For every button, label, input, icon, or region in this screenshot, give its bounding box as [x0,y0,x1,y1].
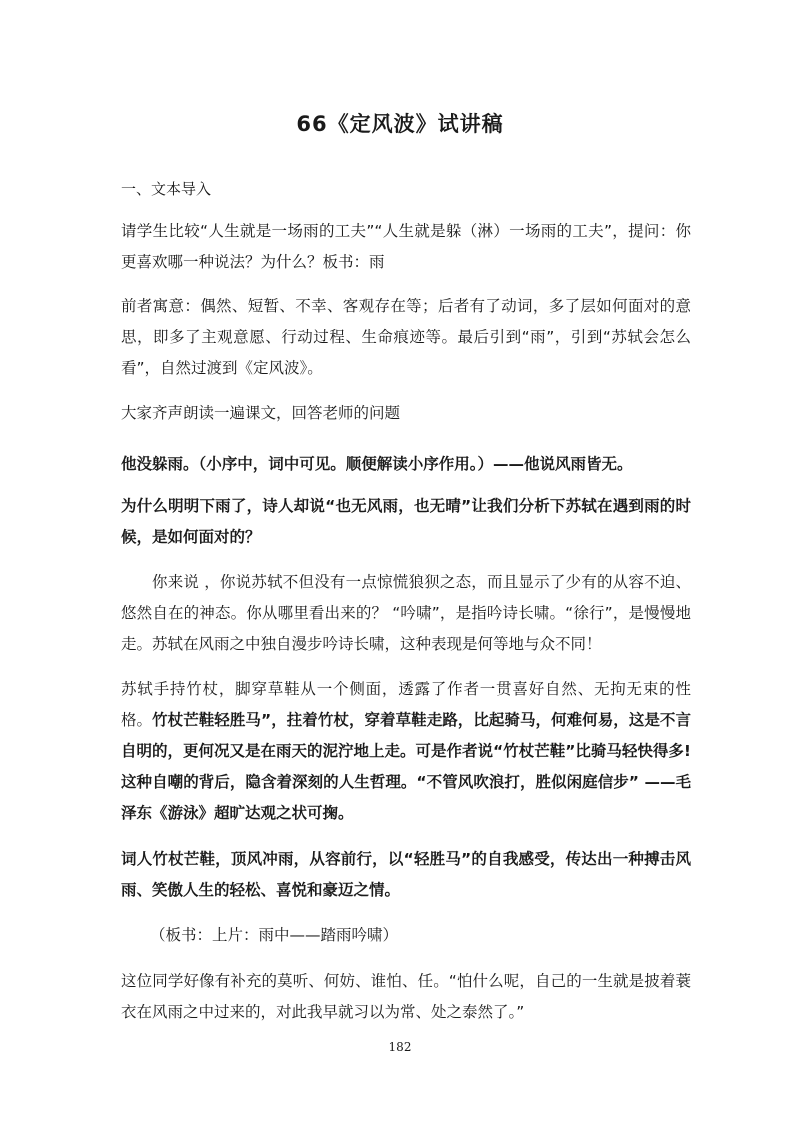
page-number: 182 [388,1040,412,1054]
paragraph-summary: 词人竹杖芒鞋，顶风冲雨，从容前行，以“轻胜马”的自我感受，传达出一种搏击风雨、笑傲人生的轻松、喜悦和豪迈之情。 [121,850,691,899]
paragraph-bamboo-staff [121,674,691,829]
board-note: （板书：上片：雨中——踏雨吟啸） [150,926,399,944]
paragraph-answer: 你来说 ，你说苏轼不但没有一点惊慌狼狈之态，而且显示了少有的从容不迫、悠然自在的神态。你从哪里看出来的？ “吟啸”，是指吟诗长啸。“徐行”，是慢慢地走。苏轼在风雨之中独自漫步吟诗长啸，这种表现是何等地与众不同！ [121,573,691,653]
paragraph-why-question: 为什么明明下雨了，诗人却说“也无风雨，也无晴”让我们分析下苏轼在遇到雨的时候，是如何面对的？ [121,497,691,546]
paragraph-read-aloud: 大家齐声朗读一遍课文，回答老师的问题 [121,404,401,422]
paragraph-no-rain: 他没躲雨。（小序中，词中可见。顺便解读小序作用。）——他说风雨皆无。 [121,455,633,473]
paragraph-supplement: 这位同学好像有补充的莫听、何妨、谁怕、任。“怕什么呢，自己的一生就是披着蓑衣在风雨之中过来的，对此我早就习以为常、处之泰然了。” [121,972,691,1021]
bamboo-staff-lead: 苏轼手持竹杖，脚穿草鞋从一个侧面，透露了作者一贯喜好自然、无拘无束的性格。 [121,680,691,729]
paragraph-intro-question: 请学生比较“人生就是一场雨的工夫”“人生就是躲（淋）一场雨的工夫”，提问：你更喜欢哪一种说法？为什么？板书：雨 [121,222,691,271]
paragraph-meaning: 前者寓意：偶然、短暂、不幸、客观存在等；后者有了动词，多了层如何面对的意思，即多了主观意愿、行动过程、生命痕迹等。最后引到“雨”，引到“苏轼会怎么看”，自然过渡到《定风波》。 [121,297,691,377]
document-title: 66《定风波》试讲稿 [296,112,504,136]
bamboo-staff-analysis: 竹杖芒鞋轻胜马”，拄着竹杖，穿着草鞋走路，比起骑马，何难何易，这是不言自明的，更何况又是在雨天的泥泞地上走。可是作者说“竹杖芒鞋”比骑马轻快得多!这种自嘲的背后，隐含着深刻的人生哲理。“不管风吹浪打，胜似闲庭信步” ——毛泽东《游泳》超旷达观之状可掬。 [121,711,691,822]
section-heading: 一、文本导入 [121,180,212,198]
